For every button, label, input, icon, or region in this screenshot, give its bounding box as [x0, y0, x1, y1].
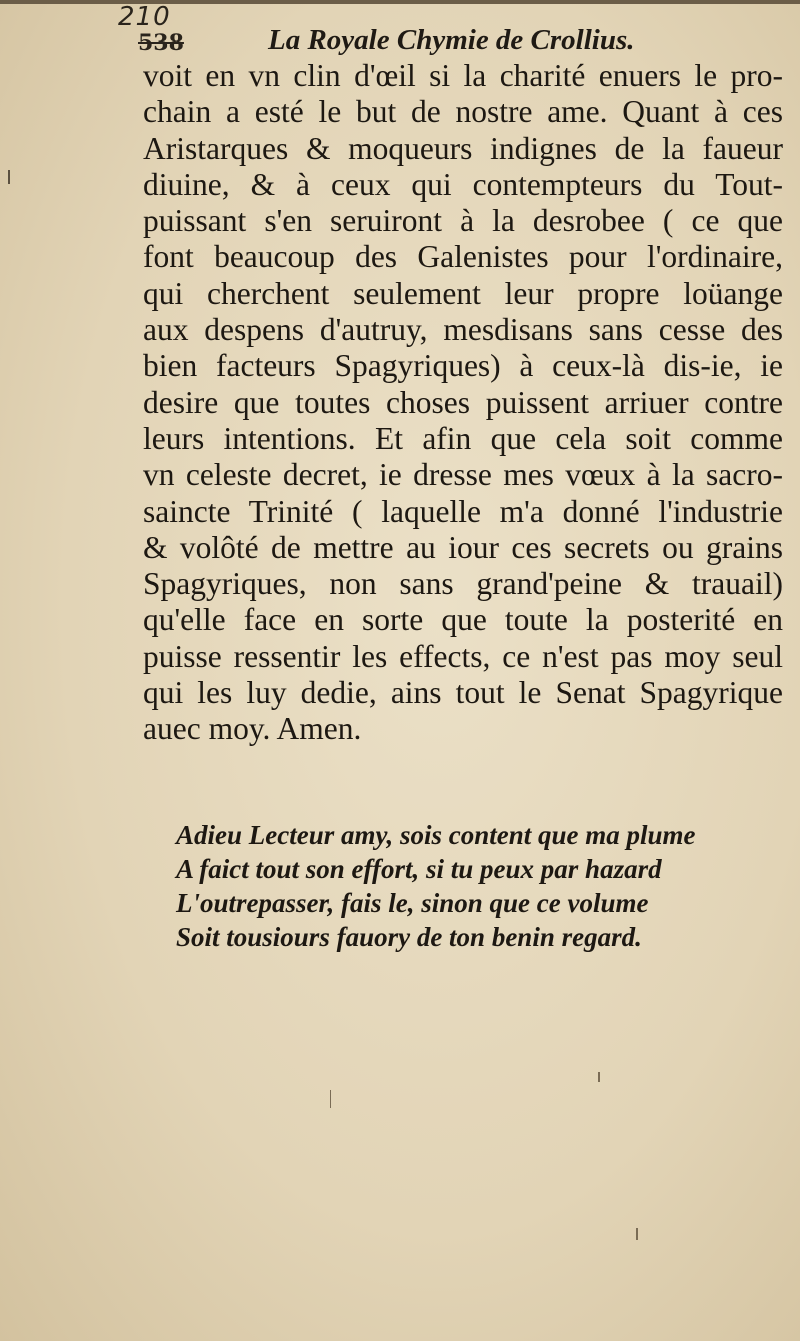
- paper-speck: [636, 1228, 638, 1240]
- paper-speck: [598, 1072, 600, 1082]
- text-line: diuine, & à ceux qui contempteurs du Tout-: [143, 166, 783, 202]
- text-line: qui les luy dedie, ains tout le Senat Spagyrique: [143, 675, 783, 711]
- text-line: font beaucoup des Galenistes pour l'ordinaire,: [143, 239, 783, 275]
- text-line: puissant s'en seruiront à la desrobee ( ce que: [143, 203, 783, 239]
- paper-speck: [330, 1090, 331, 1108]
- verse-line: L'outrepasser, fais le, sinon que ce volume: [176, 888, 649, 918]
- text-line: desire que toutes choses puissent arriuer contre: [143, 384, 783, 420]
- text-line: vn celeste decret, ie dresse mes vœux à la sacro-: [143, 457, 783, 493]
- text-line: voit en vn clin d'œil si la charité enuers le pro-: [143, 58, 783, 93]
- verse-line: A faict tout son effort, si tu peux par hazard: [176, 854, 662, 884]
- text-line: aux despens d'autruy, mesdisans sans cesse des: [143, 312, 783, 348]
- text-line: Spagyriques, non sans grand'peine & trauail): [143, 566, 783, 602]
- closing-verse: [176, 818, 736, 954]
- handwritten-folio-number: 210: [118, 2, 171, 32]
- text-line: bien facteurs Spagyriques) à ceux-là dis-ie, ie: [143, 348, 783, 384]
- text-line: Aristarques & moqueurs indignes de la faueur: [143, 130, 783, 166]
- text-line: qui cherchent seulement leur propre loüange: [143, 275, 783, 311]
- verse-line: Adieu Lecteur amy, sois content que ma plume: [176, 820, 696, 850]
- printed-folio-number: 538: [138, 30, 184, 56]
- text-line: & volôté de mettre au iour ces secrets ou grains: [143, 529, 783, 565]
- text-line: puisse ressentir les effects, ce n'est pas moy seul: [143, 638, 783, 674]
- margin-mark: [8, 170, 10, 184]
- body-paragraph: [143, 58, 783, 748]
- text-line: qu'elle face en sorte que toute la posterité en: [143, 602, 783, 638]
- verse-line: Soit tousiours fauory de ton benin regard.: [176, 922, 642, 952]
- text-line: leurs intentions. Et afin que cela soit comme: [143, 420, 783, 456]
- running-title: La Royale Chymie de Crollius.: [268, 24, 635, 56]
- text-line: chain a esté le but de nostre ame. Quant à ces: [143, 94, 783, 130]
- text-line: saincte Trinité ( laquelle m'a donné l'industrie: [143, 493, 783, 529]
- text-line: auec moy. Amen.: [143, 711, 362, 747]
